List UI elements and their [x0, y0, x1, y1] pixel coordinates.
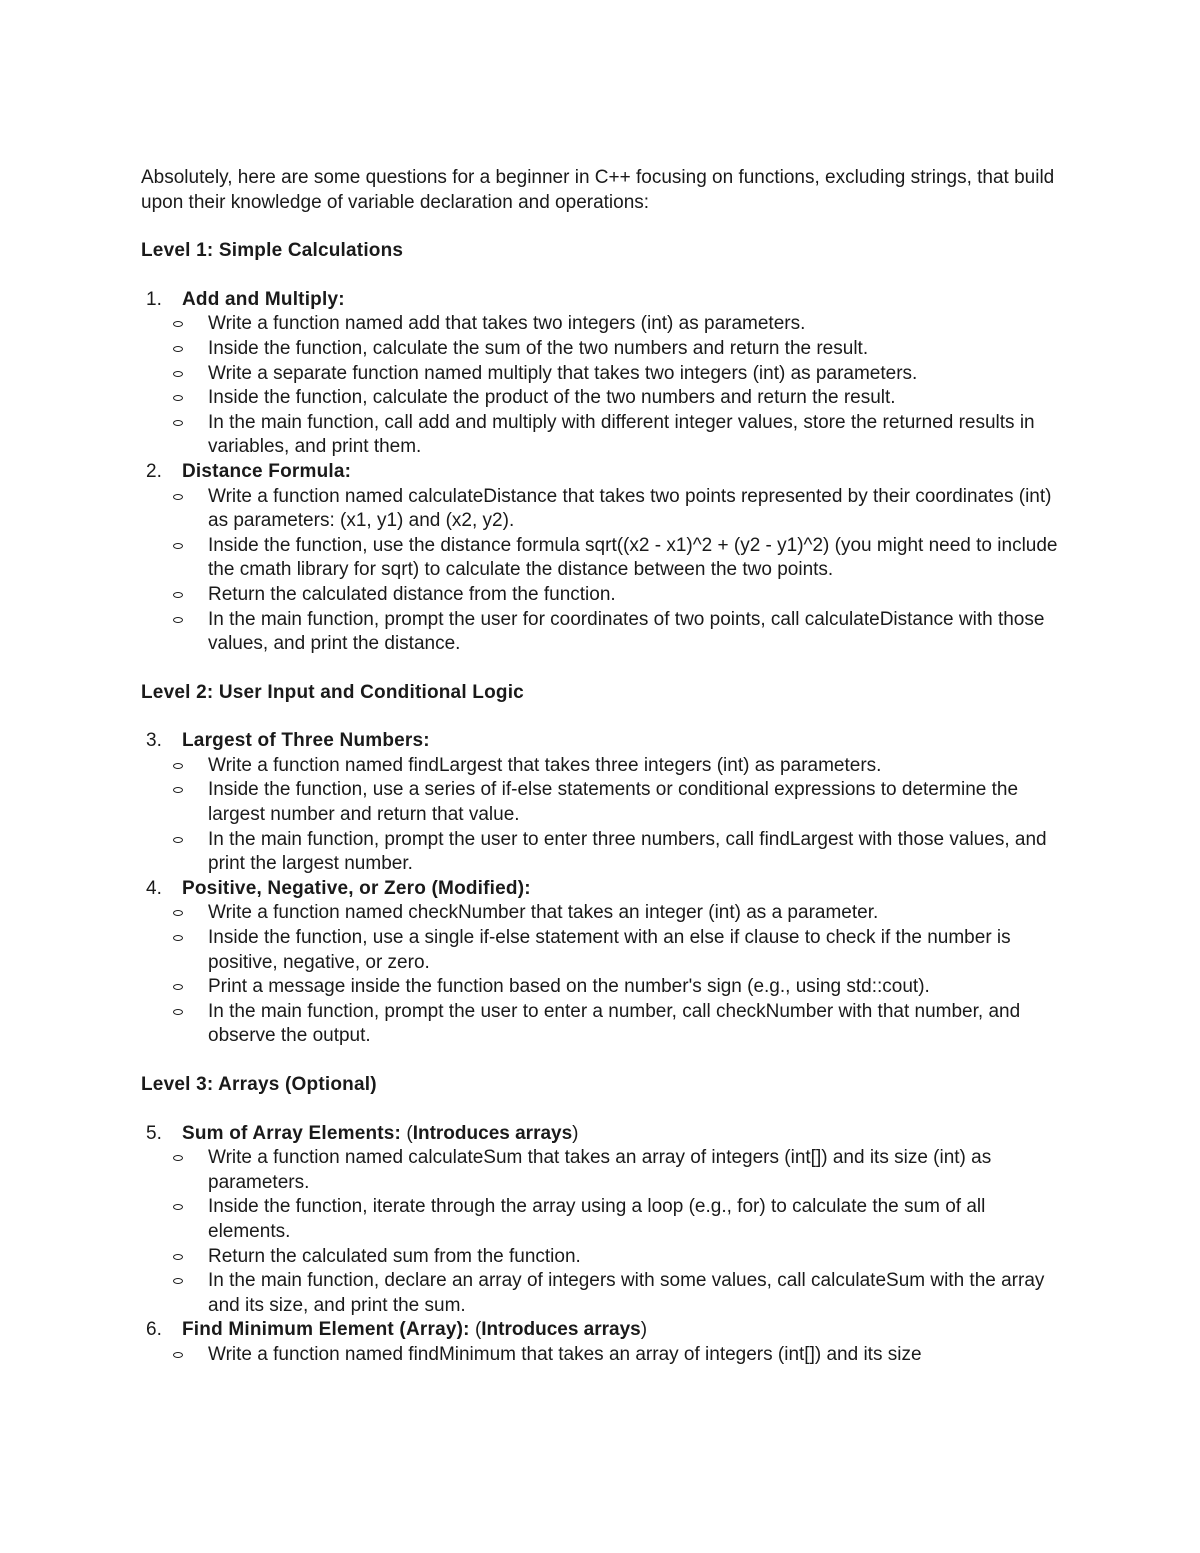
task-item — [141, 460, 1066, 657]
task-number: 4. — [146, 877, 162, 899]
task-title: Positive, Negative, or Zero (Modified): — [182, 877, 531, 899]
step-list — [182, 901, 1066, 1049]
hollow-bullet-icon — [173, 494, 183, 500]
task-note: Introduces arrays — [412, 1122, 573, 1144]
step-item: Write a function named findMinimum that takes an array of integers (int[]) and its size — [182, 1343, 1066, 1368]
level-heading: Level 3: Arrays (Optional) — [141, 1074, 377, 1095]
step-item: In the main function, declare an array of integers with some values, call calculateSum with the array and its size, and print the sum. — [182, 1269, 1066, 1318]
hollow-bullet-icon — [173, 420, 183, 426]
step-item: Inside the function, calculate the sum of the two numbers and return the result. — [182, 337, 1066, 362]
hollow-bullet-icon — [173, 1254, 183, 1260]
hollow-bullet-icon — [173, 1204, 183, 1210]
task-number: 5. — [146, 1122, 162, 1144]
hollow-bullet-icon — [173, 543, 183, 549]
hollow-bullet-icon — [173, 346, 183, 352]
step-item: In the main function, prompt the user to enter a number, call checkNumber with that number, and observe the output. — [182, 1000, 1066, 1049]
task-number: 2. — [146, 460, 162, 482]
task-title: Sum of Array Elements: — [182, 1122, 402, 1144]
task-number: 6. — [146, 1319, 162, 1341]
task-item — [141, 1122, 1066, 1319]
task-number: 1. — [146, 288, 162, 310]
step-item: Inside the function, iterate through the array using a loop (e.g., for) to calculate the sum of all elements. — [182, 1195, 1066, 1244]
step-item: Write a function named add that takes two integers (int) as parameters. — [182, 312, 1066, 337]
step-item: Inside the function, use the distance formula sqrt((x2 - x1)^2 + (y2 - y1)^2) (you might need to include the cmath library for sqrt) to calculate the distance between the two points. — [182, 534, 1066, 583]
task-item — [141, 877, 1066, 1049]
hollow-bullet-icon — [173, 395, 183, 401]
step-list — [182, 754, 1066, 877]
hollow-bullet-icon — [173, 984, 183, 990]
hollow-bullet-icon — [173, 787, 183, 793]
note-open-paren: ( — [406, 1122, 413, 1144]
task-title: Find Minimum Element (Array): — [182, 1319, 470, 1341]
hollow-bullet-icon — [173, 935, 183, 941]
task-list — [141, 1122, 1066, 1368]
step-item: Inside the function, calculate the product of the two numbers and return the result. — [182, 386, 1066, 411]
document-page — [141, 166, 1066, 1368]
task-title: Add and Multiply: — [182, 288, 345, 310]
hollow-bullet-icon — [173, 910, 183, 916]
step-item: Return the calculated distance from the function. — [182, 583, 1066, 608]
note-open-paren: ( — [474, 1319, 482, 1341]
task-note: Introduces arrays — [481, 1319, 641, 1341]
step-item: Return the calculated sum from the function. — [182, 1245, 1066, 1270]
step-item: In the main function, prompt the user for coordinates of two points, call calculateDistance with those values, and print the distance. — [182, 608, 1066, 657]
hollow-bullet-icon — [173, 763, 183, 769]
step-list — [182, 485, 1066, 657]
step-item: Write a separate function named multiply that takes two integers (int) as parameters. — [182, 362, 1066, 387]
hollow-bullet-icon — [173, 1278, 183, 1284]
step-item: Print a message inside the function based on the number's sign (e.g., using std::cout). — [182, 975, 1066, 1000]
step-item: Write a function named findLargest that takes three integers (int) as parameters. — [182, 754, 1066, 779]
step-item: Inside the function, use a series of if-else statements or conditional expressions to determine the largest number and return that value. — [182, 778, 1066, 827]
hollow-bullet-icon — [173, 371, 183, 377]
task-list — [141, 288, 1066, 657]
level-heading: Level 1: Simple Calculations — [141, 240, 404, 262]
task-number: 3. — [146, 730, 162, 752]
hollow-bullet-icon — [173, 1009, 183, 1015]
hollow-bullet-icon — [173, 321, 183, 327]
hollow-bullet-icon — [173, 837, 183, 843]
intro-paragraph: Absolutely, here are some questions for a beginner in C++ focusing on functions, excluding strings, that build upon their knowledge of variable declaration and operations: — [141, 167, 1055, 213]
task-list — [141, 729, 1066, 1049]
step-list — [182, 1146, 1066, 1318]
task-item — [141, 288, 1066, 460]
hollow-bullet-icon — [173, 617, 183, 623]
task-item — [141, 1318, 1066, 1367]
step-item: Write a function named calculateSum that takes an array of integers (int[]) and its size (int) as parameters. — [182, 1146, 1066, 1195]
task-title: Largest of Three Numbers: — [182, 730, 430, 752]
step-item: Write a function named calculateDistance that takes two points represented by their coordinates (int) as parameters: (x1, y1) and (x2, y2). — [182, 485, 1066, 534]
step-item: Inside the function, use a single if-else statement with an else if clause to check if the number is positive, negative, or zero. — [182, 926, 1066, 975]
step-item: In the main function, call add and multiply with different integer values, store the returned results in variables, and print them. — [182, 411, 1066, 460]
hollow-bullet-icon — [173, 1352, 183, 1358]
hollow-bullet-icon — [173, 592, 183, 598]
task-item — [141, 729, 1066, 877]
hollow-bullet-icon — [173, 1155, 183, 1161]
level-heading: Level 2: User Input and Conditional Logic — [141, 681, 524, 703]
step-item: Write a function named checkNumber that takes an integer (int) as a parameter. — [182, 901, 1066, 926]
task-title: Distance Formula: — [182, 460, 352, 482]
step-item: In the main function, prompt the user to enter three numbers, call findLargest with those values, and print the largest number. — [182, 828, 1066, 877]
note-close-paren: ) — [572, 1122, 579, 1144]
step-list — [182, 1343, 1066, 1368]
step-list — [182, 312, 1066, 460]
note-close-paren: ) — [640, 1319, 648, 1341]
